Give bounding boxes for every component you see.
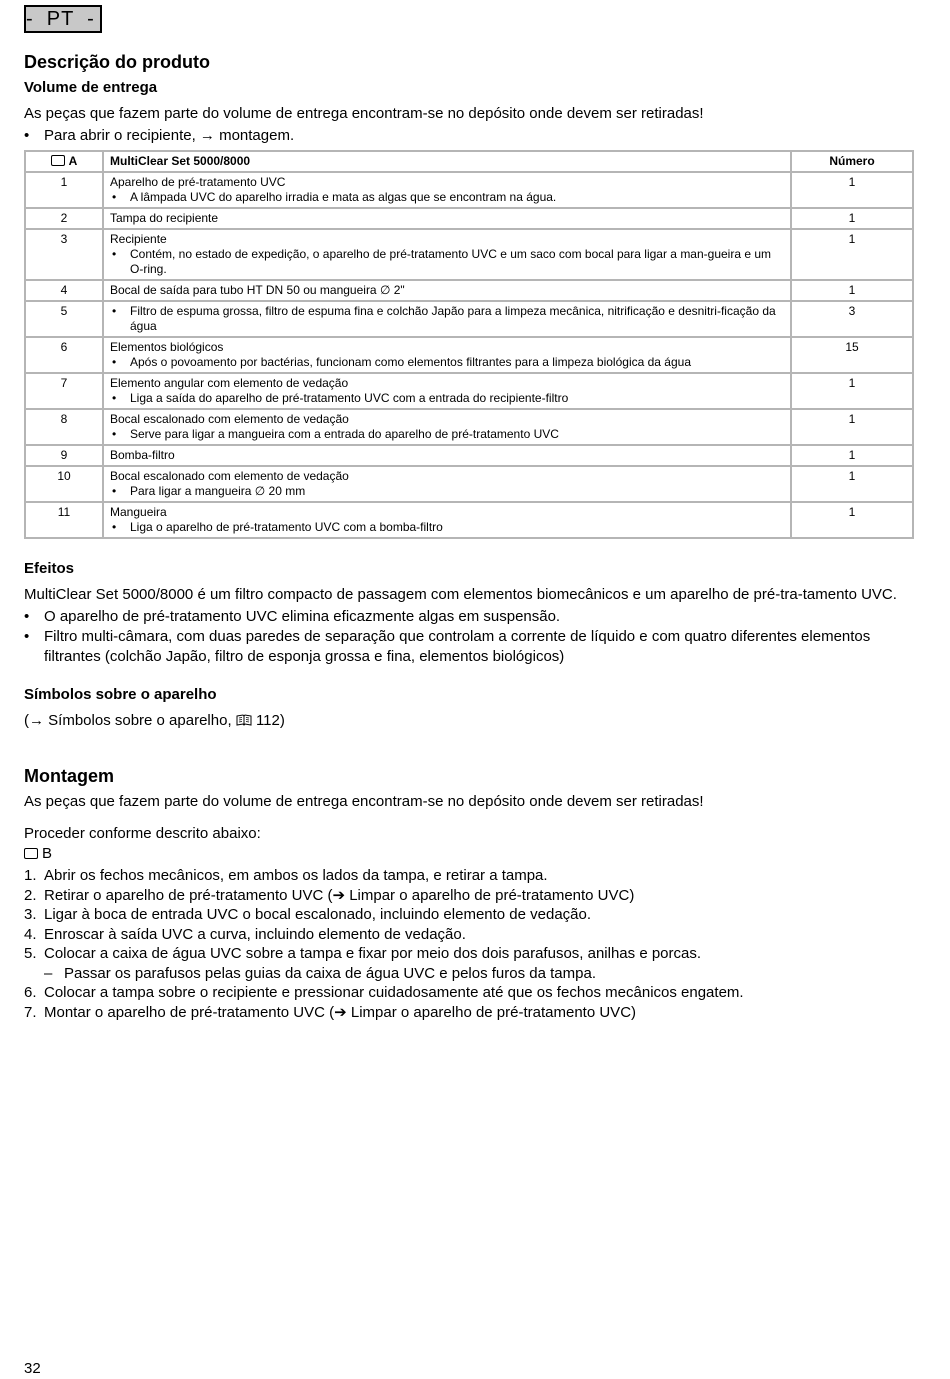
figure-reference — [24, 844, 914, 864]
table-row — [25, 301, 913, 337]
page-number: 32 — [24, 1360, 41, 1377]
step-item — [24, 944, 914, 964]
bullet-text: O aparelho de pré-tratamento UVC elimina eficazmente algas em suspensão. — [44, 608, 561, 625]
table-header-row — [25, 151, 913, 172]
section-title-symbols: Símbolos sobre o aparelho — [24, 686, 217, 703]
bullet-text: Filtro multi-câmara, com duas paredes de separação que controlam a corrente de líquido e com quatro diferentes elementos filtrantes (colchão Japão, filtro de esponja grossa e fina, elementos biológicos) — [44, 628, 871, 665]
part-note — [110, 247, 784, 277]
part-name: Mangueira — [110, 505, 167, 519]
symbols-reference — [24, 711, 914, 731]
step-number: 5. — [24, 945, 37, 962]
part-note — [110, 427, 784, 442]
bullet-item — [24, 126, 914, 146]
row-description — [103, 466, 791, 502]
section-title-assembly: Montagem — [24, 766, 114, 786]
step-item — [24, 905, 914, 925]
step-text: Retirar o aparelho de pré-tratamento UVC (➔ Limpar o aparelho de pré-tratamento UVC) — [44, 886, 635, 904]
bullet-icon: • — [24, 628, 30, 645]
bullet-icon: • — [112, 427, 117, 441]
row-number: 6 — [25, 337, 103, 373]
bullet-icon: • — [24, 127, 30, 144]
row-quantity: 3 — [791, 301, 913, 337]
part-name: Bomba-filtro — [110, 448, 175, 462]
part-note — [110, 355, 784, 370]
part-name: Bocal de saída para tubo HT DN 50 ou mangueira ∅ 2" — [110, 283, 405, 297]
part-note — [110, 391, 784, 406]
part-name: Bocal escalonado com elemento de vedação — [110, 469, 349, 483]
step-item — [24, 886, 914, 906]
step-number: 1. — [24, 867, 37, 884]
assembly-instructions-intro: Proceder conforme descrito abaixo: — [24, 825, 261, 842]
effects-bullets — [24, 607, 914, 667]
figure-box-icon — [24, 848, 38, 859]
bullet-icon: • — [24, 608, 30, 625]
table-row — [25, 502, 913, 538]
part-note — [110, 304, 784, 334]
step-item — [24, 964, 914, 984]
step-item — [24, 925, 914, 945]
part-note-text: A lâmpada UVC do aparelho irradia e mata as algas que se encontram na água. — [130, 190, 557, 204]
step-number: 7. — [24, 1003, 37, 1021]
step-item — [24, 983, 914, 1003]
part-name: Tampa do recipiente — [110, 211, 219, 225]
parts-table — [24, 150, 914, 539]
row-description — [103, 502, 791, 538]
subsection-title-delivery: Volume de entrega — [24, 79, 158, 96]
bullet-icon: • — [112, 391, 117, 405]
step-number: 6. — [24, 984, 37, 1001]
section-title-product-description: Descrição do produto — [24, 52, 211, 72]
row-description — [103, 409, 791, 445]
row-quantity: 1 — [791, 280, 913, 301]
part-note — [110, 190, 784, 205]
assembly-paragraph: As peças que fazem parte do volume de entrega encontram-se no depósito onde devem ser retiradas! — [24, 793, 704, 810]
row-quantity: 15 — [791, 337, 913, 373]
row-quantity: 1 — [791, 445, 913, 466]
part-note — [110, 520, 784, 535]
part-name: Bocal escalonado com elemento de vedação — [110, 412, 349, 426]
effects-paragraph: MultiClear Set 5000/8000 é um filtro compacto de passagem com elementos biomecânicos e um aparelho de pré-tra-tamento UVC. — [24, 586, 897, 603]
row-description — [103, 445, 791, 466]
part-name: Elemento angular com elemento de vedação — [110, 376, 349, 390]
bullet-item — [24, 627, 914, 667]
part-name: Aparelho de pré-tratamento UVC — [110, 175, 286, 189]
row-quantity: 1 — [791, 502, 913, 538]
page — [24, 5, 914, 1022]
part-note-text: Contém, no estado de expedição, o aparelho de pré-tratamento UVC e um saco com bocal para ligar a man-gueira e um O-ring. — [130, 247, 772, 276]
step-text: Montar o aparelho de pré-tratamento UVC (➔ Limpar o aparelho de pré-tratamento UVC) — [44, 1003, 637, 1021]
bullet-text: Para abrir o recipiente, → montagem. — [44, 127, 295, 144]
step-number: – — [44, 964, 53, 982]
table-row — [25, 466, 913, 502]
table-body — [25, 172, 913, 538]
bullet-item — [24, 607, 914, 627]
bullet-icon: • — [112, 247, 117, 261]
row-description — [103, 337, 791, 373]
row-number: 8 — [25, 409, 103, 445]
part-note-text: Liga a saída do aparelho de pré-tratamento UVC com a entrada do recipiente-filtro — [130, 391, 569, 405]
row-description — [103, 229, 791, 280]
delivery-paragraph: As peças que fazem parte do volume de entrega encontram-se no depósito onde devem ser retiradas! — [24, 105, 704, 122]
row-description — [103, 208, 791, 229]
figure-label: B — [42, 845, 53, 862]
figure-box-icon — [51, 155, 65, 166]
header-figure-label: A — [68, 154, 78, 168]
row-description — [103, 373, 791, 409]
bullet-icon: • — [112, 304, 117, 318]
row-quantity: 1 — [791, 466, 913, 502]
step-text: Ligar à boca de entrada UVC o bocal escalonado, incluindo elemento de vedação. — [44, 906, 592, 923]
book-icon — [236, 714, 252, 726]
row-description — [103, 172, 791, 208]
row-description — [103, 280, 791, 301]
row-quantity: 1 — [791, 229, 913, 280]
step-text: Abrir os fechos mecânicos, em ambos os lados da tampa, e retirar a tampa. — [44, 867, 548, 884]
step-text: Passar os parafusos pelas guias da caixa de água UVC e pelos furos da tampa. — [64, 964, 596, 982]
header-quantity: Número — [791, 151, 913, 172]
table-row — [25, 280, 913, 301]
bullet-icon: • — [112, 190, 117, 204]
delivery-bullets — [24, 126, 914, 146]
row-number: 7 — [25, 373, 103, 409]
table-row — [25, 172, 913, 208]
step-text: Colocar a caixa de água UVC sobre a tampa e fixar por meio dos dois parafusos, anilhas e porcas. — [44, 945, 702, 962]
table-row — [25, 337, 913, 373]
step-number: 3. — [24, 906, 37, 923]
part-note — [110, 484, 784, 499]
part-name: Elementos biológicos — [110, 340, 224, 354]
language-tag: - PT - — [24, 5, 102, 33]
part-name: Recipiente — [110, 232, 167, 246]
header-product: MultiClear Set 5000/8000 — [103, 151, 791, 172]
row-quantity: 1 — [791, 409, 913, 445]
section-title-effects: Efeitos — [24, 560, 75, 577]
part-note-text: Liga o aparelho de pré-tratamento UVC com a bomba-filtro — [130, 520, 443, 534]
row-number: 1 — [25, 172, 103, 208]
step-text: Enroscar à saída UVC a curva, incluindo elemento de vedação. — [44, 925, 466, 943]
part-note-text: Filtro de espuma grossa, filtro de espuma fina e colchão Japão para a limpeza mecânica, nitrificação e desnitri-ficação da água — [130, 304, 776, 333]
row-number: 4 — [25, 280, 103, 301]
step-text: Colocar a tampa sobre o recipiente e pressionar cuidadosamente até que os fechos mecânicos engatem. — [44, 984, 744, 1001]
bullet-icon: • — [112, 520, 117, 534]
table-row — [25, 445, 913, 466]
step-number: 4. — [24, 925, 37, 943]
symbols-reference-text: (→ Símbolos sobre o aparelho, — [24, 712, 232, 729]
assembly-steps — [24, 866, 914, 1022]
row-number: 2 — [25, 208, 103, 229]
header-figure — [25, 151, 103, 172]
row-quantity: 1 — [791, 208, 913, 229]
step-item — [24, 1003, 914, 1023]
row-number: 11 — [25, 502, 103, 538]
bullet-icon: • — [112, 484, 117, 498]
row-number: 9 — [25, 445, 103, 466]
row-quantity: 1 — [791, 373, 913, 409]
bullet-icon: • — [112, 355, 117, 369]
table-row — [25, 208, 913, 229]
row-number: 10 — [25, 466, 103, 502]
part-note-text: Para ligar a mangueira ∅ 20 mm — [130, 484, 306, 498]
row-quantity: 1 — [791, 172, 913, 208]
table-row — [25, 373, 913, 409]
row-number: 3 — [25, 229, 103, 280]
step-number: 2. — [24, 886, 37, 904]
row-number: 5 — [25, 301, 103, 337]
table-row — [25, 409, 913, 445]
table-row — [25, 229, 913, 280]
part-note-text: Após o povoamento por bactérias, funcionam como elementos filtrantes para a limpeza biológica da água — [130, 355, 691, 369]
step-item — [24, 866, 914, 886]
row-description — [103, 301, 791, 337]
part-note-text: Serve para ligar a mangueira com a entrada do aparelho de pré-tratamento UVC — [130, 427, 559, 441]
page-reference: 112) — [255, 712, 285, 729]
